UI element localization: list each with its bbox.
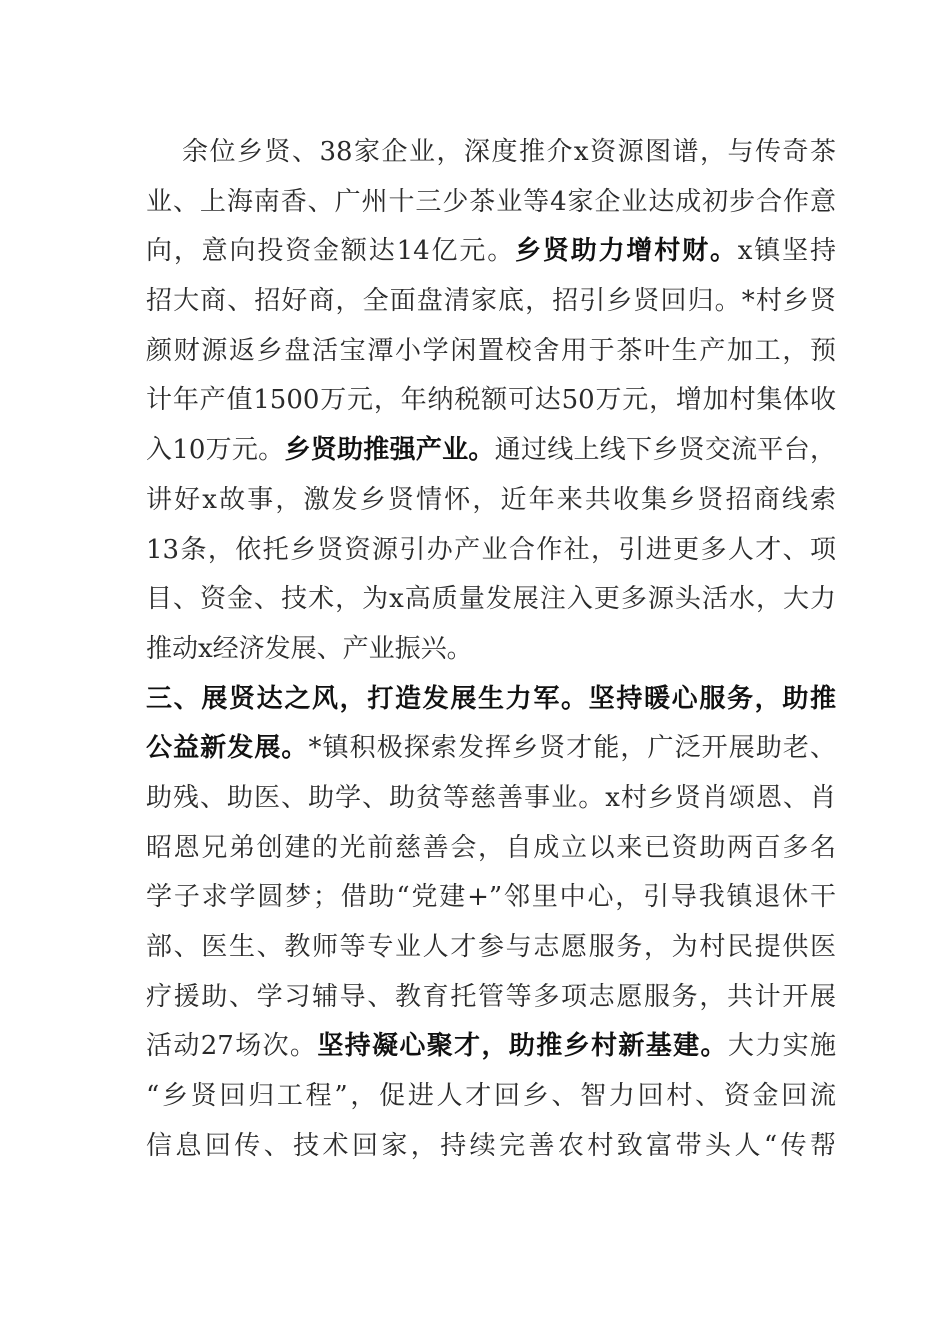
section-heading: 三、展贤达之风，打造发展生力军。坚持暖心服务，助推	[146, 683, 836, 714]
text-run: 向，意向投资金额达14亿元。	[146, 236, 516, 267]
text-run: 活动27场次。	[146, 1031, 318, 1062]
bold-heading: 坚持凝心聚才，助推乡村新基建。	[317, 1031, 728, 1062]
text-run: *镇积极探索发挥乡贤才能，广泛开展助老、	[308, 733, 836, 764]
text-line: 业、上海南香、广州十三少茶业等4家企业达成初步合作意	[146, 186, 836, 217]
text-line: 昭恩兄弟创建的光前慈善会，自成立以来已资助两百多名	[146, 832, 836, 863]
text-line: 部、医生、教师等专业人才参与志愿服务，为村民提供医	[146, 932, 836, 962]
text-line: 疗援助、学习辅导、教育托管等多项志愿服务，共计开展	[146, 981, 836, 1012]
text-line: 讲好x故事，激发乡贤情怀，近年来共收集乡贤招商线索	[146, 484, 836, 515]
text-line: 余位乡贤、38家企业，深度推介x资源图谱，与传奇茶	[182, 137, 836, 167]
text-line: 学子求学圆梦；借助“党建+”邻里中心，引导我镇退休干	[146, 882, 836, 913]
text-line: 计年产值1500万元，年纳税额可达50万元，增加村集体收	[146, 385, 836, 416]
text-line	[146, 724, 836, 774]
bold-heading: 公益新发展。	[146, 733, 309, 764]
text-line	[146, 227, 836, 277]
text-line: 13条，依托乡贤资源引办产业合作社，引进更多人才、项	[146, 534, 836, 565]
document-body	[146, 128, 836, 1171]
text-line: 目、资金、技术，为x高质量发展注入更多源头活水，大力	[146, 584, 836, 615]
text-line: 招大商、招好商，全面盘清家底，招引乡贤回归。*村乡贤	[146, 286, 836, 317]
text-line	[146, 426, 836, 476]
text-line	[146, 1022, 836, 1072]
text-line: 信息回传、技术回家，持续完善农村致富带头人“传帮	[146, 1130, 836, 1161]
bold-heading: 乡贤助力增村财。	[515, 236, 738, 267]
text-line: 推动x经济发展、产业振兴。	[146, 633, 473, 664]
bold-heading: 乡贤助推强产业。	[284, 435, 495, 466]
text-line: 颜财源返乡盘活宝潭小学闲置校舍用于茶叶生产加工，预	[146, 335, 836, 366]
text-run: 入10万元。	[146, 435, 285, 466]
text-line: “乡贤回归工程”，促进人才回乡、智力回村、资金回流	[146, 1081, 836, 1112]
text-run: x镇坚持	[737, 236, 836, 267]
text-line: 助残、助医、助学、助贫等慈善事业。x村乡贤肖颂恩、肖	[146, 782, 836, 813]
text-run: 通过线上线下乡贤交流平台，	[494, 435, 836, 466]
text-run: 大力实施	[727, 1031, 836, 1062]
